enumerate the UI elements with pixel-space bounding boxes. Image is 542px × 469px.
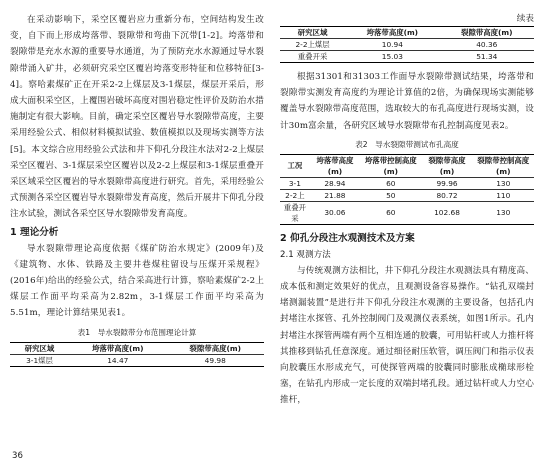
intro-paragraph: 在采动影响下，采空区覆岩应力重新分布，空间结构发生改变，自下而上形成垮落带、裂隙带和弯曲下沉带[1-2]。垮落带和裂隙带是充水水源的重要导水通道，为了预防充水水源通过导水裂隙带涌入矿井，必须研究采空区覆岩垮落变形特征和位移特征[3-4]。察哈素煤矿正在开采2-2上煤层及3-1煤层，煤层开采后，形成大面积采空区，上覆围岩破坏高度对围岩稳定性评价及防治水措施制定有很大影响。目前，确定采空区覆岩导水裂隙带高度，主要采用经验公式、相似材料模拟试验、数值模拟以及现场实测等方法[5]。本文综合应用经验公式法和井下仰孔分段注水法对2-2上煤层采空区覆岩、3-1煤层采空区覆岩以及2-2上煤层和3-1煤层重叠开采区域采空区覆岩的导水裂隙带高度进行研究。首先，采用经验公式预测各采空区覆岩导水裂隙带发育高度，然后开展井下仰孔分段注水试验，测试各采空区导水裂隙带发育高度。 [10,15,264,220]
table-cell: 30.06 [310,201,360,224]
table-2-caption: 表2 导水裂隙带测试布孔高度 [355,139,459,149]
table-cell: 3-1 [280,177,310,189]
table-header-row [280,27,534,39]
page-number: 36 [12,451,23,461]
table-cell: 102.68 [421,201,472,224]
table-header-cell: 垮落带控制高度(m) [360,154,421,177]
table-cell: 14.47 [69,354,166,366]
table-cell: 99.96 [421,177,472,189]
table-cell: 51.34 [440,51,534,63]
right-column [280,12,534,409]
table-cell: 80.72 [421,189,472,201]
table-header-cell: 裂隙带高度(m) [421,154,472,177]
section-2-1-paragraph: 与传统观测方法相比，井下仰孔分段注水观测法具有精度高、成本低和测定效果好的优点，且观测设备容易操作。“钻孔双端封堵测漏装置”是进行井下仰孔分段注水观测的主要设备，包括孔内封堵注水探管、孔外控制阀门及观测仪表系统，如图1所示。孔内封堵注水探管两端有两个互相连通的胶囊，可用钻杆或人力推杆将其推移到钻孔任意深度。通过细径耐压软管，调压阀门和指示仪表向胶囊压水形成充气，可使探管两端的胶囊同时膨胀成椭球形栓塞，在钻孔内形成一定长度的双端封堵孔段。通过钻杆或人力空心推杆， [280,265,534,406]
table-cell: 40.36 [440,39,534,51]
table-cell: 重叠开采 [280,51,345,63]
section-1-title: 1 理论分析 [10,226,59,238]
table-1 [10,342,264,367]
table-cell: 2-2上煤层 [280,39,345,51]
table-cell: 2-2上 [280,189,310,201]
table-cell: 15.03 [345,51,439,63]
table-header-cell: 工况 [280,154,310,177]
table-cell: 130 [473,177,534,189]
table-cell: 重叠开采 [280,201,310,224]
table-header-cell: 研究区域 [280,27,345,39]
table-cell: 110 [473,189,534,201]
section-2-title: 2 仰孔分段注水观测技术及方案 [280,232,415,244]
table-cell: 49.98 [167,354,264,366]
table-1-caption: 表1 导水裂隙带分布范围理论计算 [77,327,197,337]
table-2 [280,154,534,225]
table-row [280,201,534,224]
table-header-cell: 裂隙带高度(m) [440,27,534,39]
table-1-continued [280,26,534,63]
table-header-row [280,154,534,177]
section-2-1-title: 2.1 观测方法 [280,249,331,260]
table-header-row [10,342,264,354]
left-column [10,12,264,367]
table-continued-label: 续表 [516,14,534,24]
table-cell: 130 [473,201,534,224]
table-2-intro-paragraph: 根据31301和31303工作面导水裂隙带测试结果，垮落带和裂隙带实测发育高度约为理论计算值的2倍，为确保现场实测能够覆盖导水裂隙带高度范围，选取较大的布孔高度进行现场实测，设计30m富余量，各研究区域导水裂隙带布孔控制高度见表2。 [280,72,534,131]
table-row [280,177,534,189]
table-row [280,189,534,201]
table-header-cell: 垮落带高度(m) [310,154,360,177]
section-1-paragraph: 导水裂隙带理论高度依据《煤矿防治水规定》(2009年)及《建筑物、水体、铁路及主要井巷煤柱留设与压煤开采规程》(2016年)给出的经验公式，结合采高进行计算，察哈素煤矿2-2上煤层工作面平均采高为2.82m，3-1煤层工作面平均采高为5.51m，理论计算结果见表1。 [10,243,264,319]
table-cell: 21.88 [310,189,360,201]
table-header-cell: 裂隙带高度(m) [167,342,264,354]
table-row [280,39,534,51]
table-cell: 50 [360,189,421,201]
table-header-cell: 裂隙带控制高度(m) [473,154,534,177]
table-cell: 60 [360,201,421,224]
table-cell: 3-1煤层 [10,354,69,366]
table-header-cell: 垮落带高度(m) [69,342,166,354]
table-cell: 60 [360,177,421,189]
table-header-cell: 垮落带高度(m) [345,27,439,39]
table-cell: 28.94 [310,177,360,189]
table-row [280,51,534,63]
table-header-cell: 研究区域 [10,342,69,354]
table-row [10,354,264,366]
table-cell: 10.94 [345,39,439,51]
